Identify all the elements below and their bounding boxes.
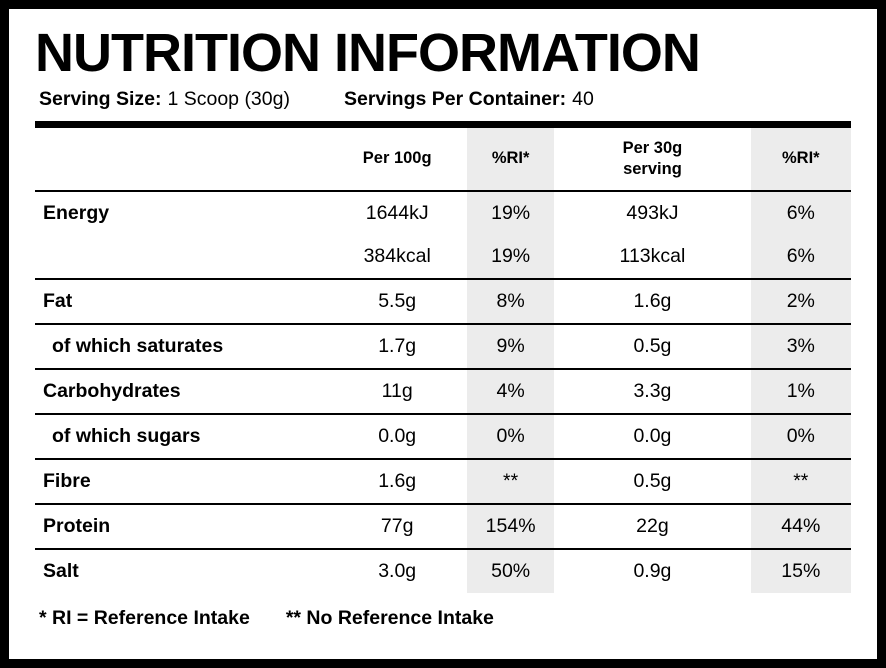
header-divider [35, 121, 851, 128]
value-ri-serving: 1% [751, 369, 851, 414]
value-ri-100g: 19% [467, 235, 554, 279]
value-per-100g: 1644kJ [327, 191, 467, 235]
value-per-100g: 1.6g [327, 459, 467, 504]
table-row [35, 459, 851, 504]
value-per-100g: 11g [327, 369, 467, 414]
column-header-name [35, 128, 327, 191]
nutrient-name: Carbohydrates [35, 369, 327, 414]
serving-size [39, 88, 290, 111]
value-ri-serving: 2% [751, 279, 851, 324]
nutrient-name [35, 235, 327, 279]
value-per-100g: 0.0g [327, 414, 467, 459]
value-ri-100g: 0% [467, 414, 554, 459]
value-ri-100g: 9% [467, 324, 554, 369]
value-ri-serving: ** [751, 459, 851, 504]
nutrition-table [35, 128, 851, 593]
value-ri-serving: 15% [751, 549, 851, 593]
value-per-100g: 1.7g [327, 324, 467, 369]
nutrient-name: Fat [35, 279, 327, 324]
page-title: NUTRITION INFORMATION [35, 23, 700, 83]
value-per-100g: 5.5g [327, 279, 467, 324]
value-per-serving: 493kJ [554, 191, 750, 235]
serving-size-label: Serving Size: [39, 87, 162, 110]
value-ri-100g: 154% [467, 504, 554, 549]
value-per-serving: 0.5g [554, 324, 750, 369]
nutrient-name: Protein [35, 504, 327, 549]
column-header-per-100g: Per 100g [362, 149, 432, 168]
table-row [35, 504, 851, 549]
servings-per-container [344, 88, 594, 111]
column-header-per-serving-line2: serving [623, 159, 682, 178]
value-per-serving: 1.6g [554, 279, 750, 324]
nutrient-name: Salt [35, 549, 327, 593]
table-row [35, 191, 851, 235]
value-per-serving: 0.0g [554, 414, 750, 459]
serving-size-value: 1 Scoop (30g) [167, 87, 290, 110]
value-ri-serving: 6% [751, 191, 851, 235]
value-ri-100g: 4% [467, 369, 554, 414]
footnote-no-reference-intake: ** No Reference Intake [285, 606, 494, 629]
table-row [35, 369, 851, 414]
value-per-serving: 3.3g [554, 369, 750, 414]
value-per-serving: 113kcal [619, 244, 686, 267]
value-per-serving: 0.5g [554, 459, 750, 504]
value-per-serving: 0.9g [554, 549, 750, 593]
value-ri-100g: 8% [467, 279, 554, 324]
value-per-100g: 77g [327, 504, 467, 549]
column-header-ri-100g: %RI* [467, 128, 554, 191]
servings-per-container-label: Servings Per Container: [343, 87, 567, 110]
servings-per-container-value: 40 [572, 87, 594, 110]
table-row [35, 324, 851, 369]
value-ri-serving: 6% [751, 235, 851, 279]
column-header-ri-serving: %RI* [751, 128, 851, 191]
column-header-per-serving [554, 128, 750, 191]
value-ri-100g: 50% [467, 549, 554, 593]
nutrient-name: of which saturates [35, 324, 327, 369]
footnote-reference-intake: * RI = Reference Intake [39, 606, 250, 629]
nutrient-name: Fibre [35, 459, 327, 504]
column-header-per-serving-line1: Per 30g [622, 139, 683, 158]
table-row [35, 549, 851, 593]
value-ri-100g: 19% [467, 191, 554, 235]
value-ri-serving: 44% [751, 504, 851, 549]
value-ri-serving: 3% [751, 324, 851, 369]
value-per-100g: 384kcal [363, 244, 431, 267]
table-row [35, 414, 851, 459]
serving-information [39, 88, 851, 111]
nutrient-name: of which sugars [35, 414, 327, 459]
table-row [35, 235, 851, 279]
value-ri-serving: 0% [751, 414, 851, 459]
value-per-serving: 22g [554, 504, 750, 549]
table-row [35, 279, 851, 324]
value-ri-100g: ** [467, 459, 554, 504]
value-per-100g: 3.0g [327, 549, 467, 593]
table-header-row [35, 128, 851, 191]
footnotes [35, 607, 851, 630]
nutrient-name: Energy [35, 191, 327, 235]
